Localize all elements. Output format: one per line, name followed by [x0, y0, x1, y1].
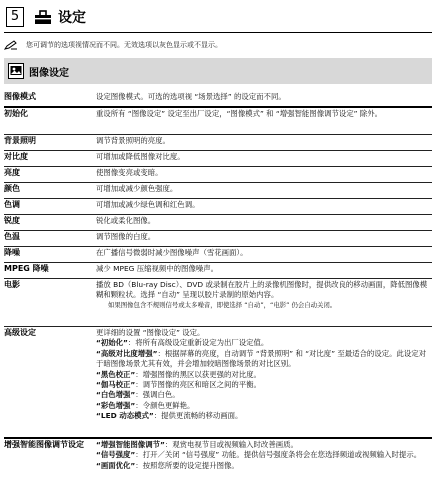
row-description: 重设所有 “图像设定” 设定至出厂设定，“图像模式” 和 “增强智能图像调节设定” 除外。 — [96, 109, 383, 118]
row-description: 可增加或减少颜色强度。 — [96, 184, 178, 193]
row-description: 调节背景照明的亮度。 — [96, 136, 170, 145]
list-item: “高级对比度增强”：根据屏幕的亮度，自动调节 “背景照明” 和 “对比度” 至最适合的设定。此设定对于暗图像场景尤其有效，并会增加较暗图像场景的对比区别。 — [96, 348, 427, 369]
table-row — [4, 327, 432, 439]
table-row — [4, 183, 432, 199]
row-description: 减少 MPEG 压缩视频中的图像噪声。 — [96, 264, 219, 273]
row-description: 设定图像模式。可选的选项视 “场景选择” 的设定而不同。 — [96, 92, 286, 101]
section-header — [4, 4, 86, 30]
table-row — [4, 199, 432, 215]
row-description: 可增加或减少绿色调和红色调。 — [96, 200, 200, 209]
row-description — [96, 327, 432, 422]
row-description: 在广播信号微弱时减少图像噪声（雪花画面）。 — [96, 248, 248, 257]
table-row — [4, 231, 432, 247]
row-description-text: 更详细的设置 “图像设定” 设定。 — [96, 328, 205, 337]
row-label: 图像模式 — [4, 92, 36, 101]
note-line — [4, 40, 222, 50]
picture-settings-icon — [8, 63, 24, 79]
table-row — [4, 167, 432, 183]
row-description: 调节图像的白度。 — [96, 232, 156, 241]
list-item: “彩色增强”：令颜色更鲜艳。 — [96, 400, 195, 410]
row-description-text: 播放 BD（Blu-ray Disc）、DVD 或录制在胶片上的录像机图像时，提供改良的移动画面，降低图像模糊和颗粒状。选择 “自动” 呈现以胶片录制的原始内容。 — [96, 280, 428, 300]
note-pen-icon — [4, 40, 18, 50]
row-description: 锐化或柔化图像。 — [96, 216, 156, 225]
table-row — [4, 279, 432, 327]
list-item: “画面优化”：按照您所要的设定提升图像。 — [96, 460, 239, 470]
row-description — [96, 279, 432, 310]
settings-table — [4, 91, 432, 499]
list-item: “增强智能图像调节”：观赏电视节目或视频输入时改善画质。 — [96, 440, 298, 449]
page-title: 设定 — [58, 10, 86, 26]
row-label: 颜色 — [4, 184, 20, 193]
table-row — [4, 91, 432, 108]
toolbox-icon — [34, 9, 52, 25]
list-item: “伽马校正”：调节图像的亮区和暗区之间的平衡。 — [96, 380, 261, 390]
row-label: 初始化 — [4, 109, 28, 118]
section-title: 图像设定 — [29, 67, 69, 79]
row-label: 锐度 — [4, 216, 20, 225]
header-divider — [4, 32, 432, 33]
table-row — [4, 108, 432, 135]
section-band — [4, 58, 432, 84]
table-row — [4, 263, 432, 279]
row-label: 增强智能图像调节设定 — [4, 440, 84, 449]
list-item: “初始化”：将所有高级设定重新设定为出厂设定值。 — [96, 338, 269, 348]
note-text: 您可调节的选项视情况而不同。无效选项以灰色显示或不显示。 — [26, 41, 222, 49]
list-item: “白色增强”：强调白色。 — [96, 390, 180, 400]
section-number: 5 — [6, 7, 24, 27]
table-row — [4, 135, 432, 151]
row-label: 电影 — [4, 280, 20, 289]
row-label: 高级设定 — [4, 328, 36, 337]
row-label: 色调 — [4, 200, 20, 209]
list-item: “信号强度”：打开／关闭 “信号强度” 功能。提供信号强度条将会在您选择频道或视频输入时提示。 — [96, 450, 422, 460]
row-label: MPEG 降噪 — [4, 264, 49, 273]
row-description: 使图像变亮或变暗。 — [96, 168, 163, 177]
table-row — [4, 439, 432, 499]
row-description: 可增加或降低图像对比度。 — [96, 152, 185, 161]
row-label: 对比度 — [4, 152, 28, 161]
row-label: 降噪 — [4, 248, 20, 257]
table-row — [4, 247, 432, 263]
list-item: “LED 动态模式”：提供更流畅的移动画面。 — [96, 411, 243, 421]
row-label: 背景照明 — [4, 136, 36, 145]
row-description — [96, 439, 432, 471]
table-row — [4, 215, 432, 231]
table-row — [4, 151, 432, 167]
list-item: “黑色校正”：增强图像的黑区以获更强的对比度。 — [96, 369, 261, 379]
row-footnote: 如果图像包含不规则信号或太多噪音，即使选择 “自动”，“电影” 仍会自动关闭。 — [108, 300, 337, 309]
row-label: 色温 — [4, 232, 20, 241]
row-label: 亮度 — [4, 168, 20, 177]
